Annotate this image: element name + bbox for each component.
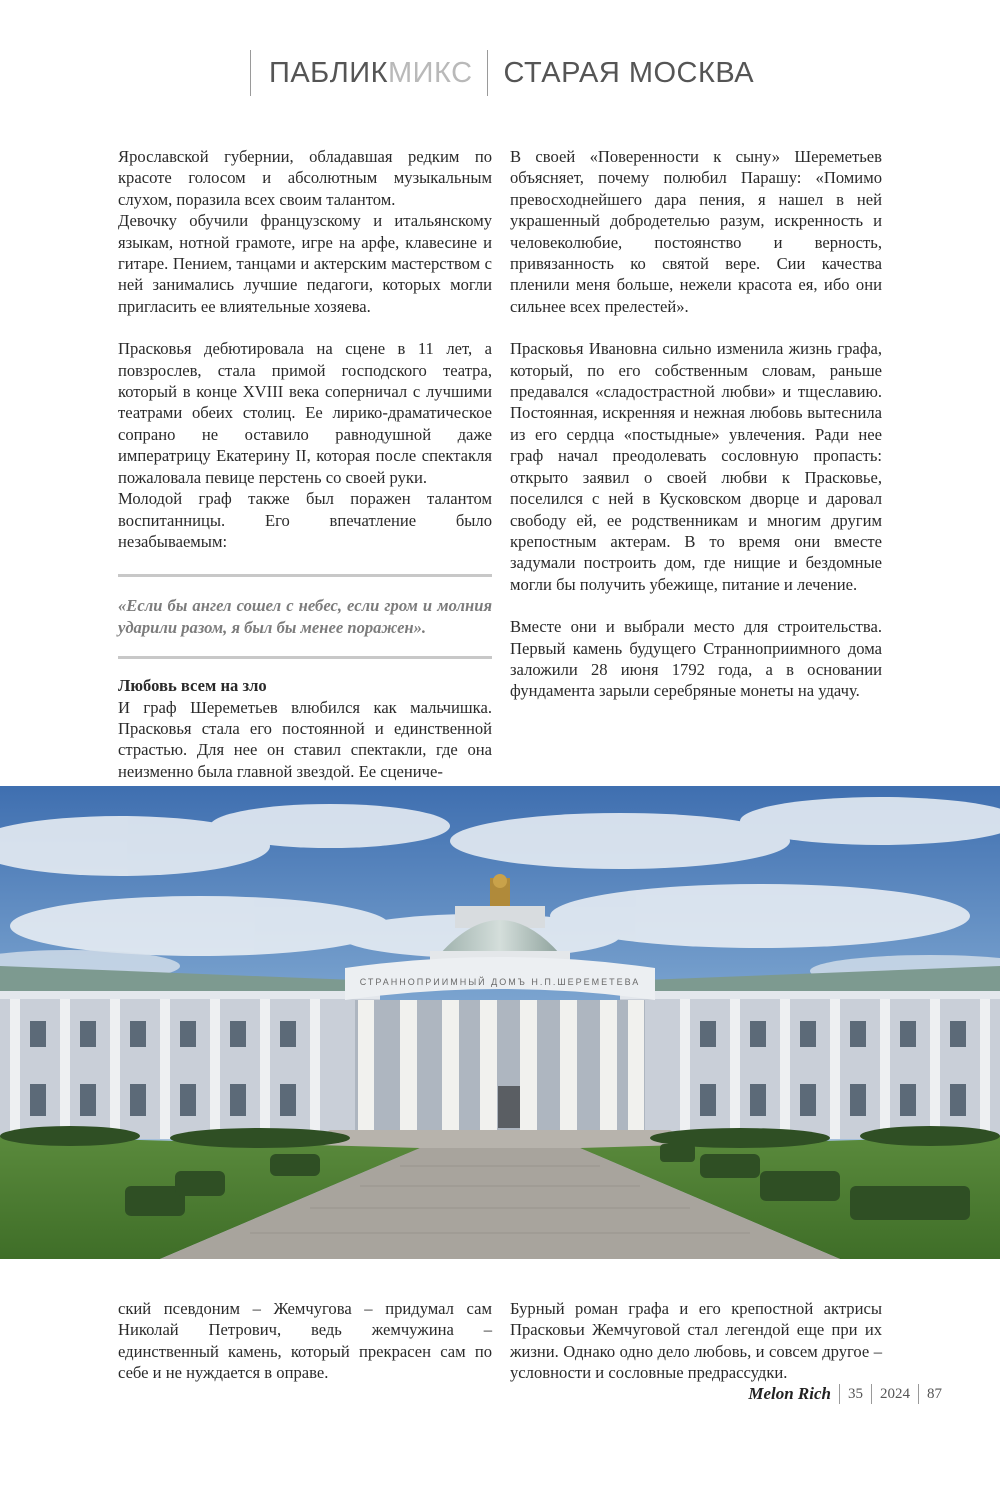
issue-year: 2024 xyxy=(880,1385,910,1402)
paragraph: В своей «Поверенности к сыну» Шереметьев объясняет, почему полюбил Парашу: «Помимо превосходнейшего дара пения, я нашел в ней украшенный добродетелью разум, искренность и человеколюбие, постоянство и верность, привязанность ко святой вере. Сии качества пленили меня больше, нежели красота ея, ибо они сильнее всех прелестей». xyxy=(510,147,882,316)
article-column-4 xyxy=(510,1298,882,1384)
paragraph: Девочку обучили французскому и итальянскому языкам, нотной грамоте, игре на арфе, клавесине и гитаре. Пением, танцами и актерским мастерством с ней занимались лучшие педагоги, которых могли пригласить ее влиятельные хозяева. xyxy=(118,211,492,316)
paragraph: Молодой граф также был поражен талантом воспитанницы. Его впечатление было незабываемым: xyxy=(118,489,492,551)
section-name xyxy=(251,57,487,90)
article-column-1 xyxy=(118,146,492,782)
article-column-2 xyxy=(510,146,882,702)
article-column-3 xyxy=(118,1298,492,1384)
page-header xyxy=(250,50,754,96)
paragraph: Прасковья Ивановна сильно изменила жизнь графа, который, по его собственным словам, раньше предавался «сладострастной любви» и тщеславию. Постоянная, искренняя и нежная любовь вытеснила из его сердца «постыдные» увлечения. Ради нее граф начал преодолевать сословную пропасть: открыто заявил о своей любви к Прасковье, поселился с ней в Кусковском дворце и даровал свободу ей, ее родственникам и многим другим крепостным актерам. В то время они вместе задумали построить дом, где нищие и бездомные могли бы получить убежище, питание и лечение. xyxy=(510,339,882,594)
quote-rule-bottom xyxy=(118,656,492,659)
rubric-title: СТАРАЯ МОСКВА xyxy=(503,56,755,89)
pull-quote: «Если бы ангел сошел с небес, если гром и молния ударили разом, я был бы менее поражен». xyxy=(118,596,492,637)
paragraph: Прасковья дебютировала на сцене в 11 лет, а повзрослев, стала примой господского театра, который в конце XVIII века соперничал с лучшими театрами обеих столиц. Ее лирико-драматическое сопрано не оставило равнодушной даже императрицу Екатерину II, которая после спектакля пожаловала певице перстень со своей руки. xyxy=(118,339,492,487)
page-number: 87 xyxy=(927,1385,942,1402)
issue-number: 35 xyxy=(848,1385,863,1402)
paragraph: Вместе они и выбрали место для строительства. Первый камень будущего Странноприимного дома заложили 28 июня 1792 года, а в основании фундамента зарыли серебряные монеты на удачу. xyxy=(510,617,882,701)
building-photo xyxy=(0,786,1000,1259)
paragraph: ский псевдоним – Жемчугова – придумал сам Николай Петрович, ведь жемчужина – единственный камень, который прекрасен сам по себе и не нуждается в оправе. xyxy=(118,1299,492,1383)
page-footer xyxy=(748,1383,942,1405)
paragraph: Ярославской губернии, обладавшая редким по красоте голосом и абсолютным музыкальным слухом, поразила всех своим талантом. xyxy=(118,147,492,209)
section-name-bold: ПАБЛИК xyxy=(269,56,388,89)
section-name-light: МИКС xyxy=(388,56,473,89)
frieze-inscription: СТРАННОПРИИМНЫЙ ДОМЪ Н.П.ШЕРЕМЕТЕВА xyxy=(359,977,641,987)
paragraph: И граф Шереметьев влюбился как мальчишка. Прасковья стала его постоянной и единственной страстью. Для нее он ставил спектакли, где она неизменно была главной звездой. Ее сцениче- xyxy=(118,697,492,781)
paragraph: Бурный роман графа и его крепостной актрисы Прасковьи Жемчуговой стал легендой еще при их жизни. Однако одно дело любовь, и совсем другое – условности и сословные предрассудки. xyxy=(510,1299,882,1383)
magazine-logo: Melon Rich xyxy=(748,1384,831,1403)
section-subheading: Любовь всем на зло xyxy=(118,676,267,696)
